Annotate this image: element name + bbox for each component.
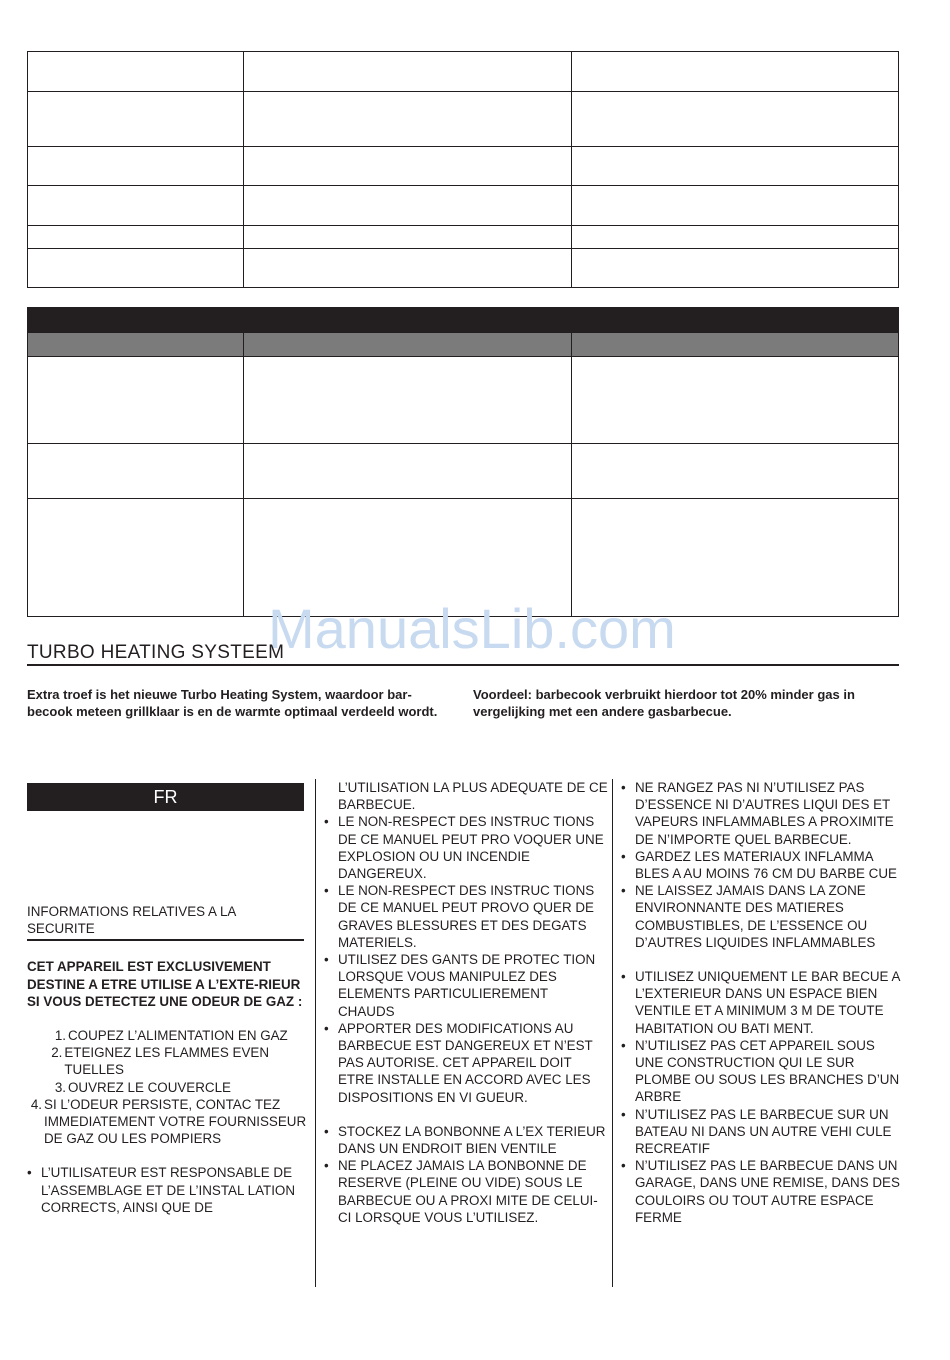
title-rule [27,664,899,666]
continuation-text: L’UTILISATION LA PLUS ADEQUATE DE CE BARBECUE. [338,780,608,813]
gas-odor-warning: SI VOUS DETECTEZ UNE ODEUR DE GAZ : [27,993,303,1009]
bullet-list [27,1164,307,1216]
column-divider [315,779,316,1287]
steps-list [27,1027,307,1147]
table-row [28,92,899,147]
language-label: FR [27,783,304,811]
exterior-warning: CET APPAREIL EST EXCLUSIVEMENT DESTINE A ETRE UTILISE A L’EXTE-RIEUR [27,959,301,992]
list-item: • L’UTILISATEUR EST RESPONSABLE DE L’ASSEMBLAGE ET DE L’INSTAL LATION CORRECTS, AINSI QUE DE [27,1165,296,1215]
table-title-bar [28,308,899,333]
list-item: 3. OUVREZ LE COUVERCLE [54,1079,231,1095]
list-item: • N’UTILISEZ PAS CET APPAREIL SOUS UNE CONSTRUCTION QUI LE SUR PLOMBE OU SOUS LES BRANCHES D’UN ARBRE [621,1037,900,1105]
list-item: • UTILISEZ DES GANTS DE PROTEC TION LORSQUE VOUS MANIPULEZ DES ELEMENTS PARTICULIEREMENT CHAUDS [324,952,596,1019]
list-item: • LE NON-RESPECT DES INSTRUC TIONS DE CE MANUEL PEUT PRO VOQUER UNE EXPLOSION OU UN INCENDIE DANGEREUX. [324,814,604,882]
list-item: 4. SI L’ODEUR PERSISTE, CONTAC TEZ IMMEDIATEMENT VOTRE FOURNISSEUR DE GAZ OU LES POMPIERS [30,1096,307,1147]
bullet-list [621,779,901,951]
watermark: ManualsLib.com [268,597,676,660]
intro-paragraph-left: Extra troef is het nieuwe Turbo Heating System, waardoor bar-becook meteen grillklaar is en de warmte optimaal verdeeld wordt. [27,687,438,719]
table-row [28,52,899,92]
table-header-row [28,333,899,357]
column-divider [612,779,613,1287]
bullet-list [621,968,901,1226]
section-title: TURBO HEATING SYSTEEM [27,642,285,663]
list-item: • NE RANGEZ PAS NI N’UTILISEZ PAS D’ESSENCE NI D’AUTRES LIQUI DES ET VAPEURS INFLAMMABLES A PROXIMITE DE N’IMPORTE QUEL BARBECUE. [621,780,894,847]
troubleshooting-table-bottom [27,307,899,617]
column-a [27,779,307,1216]
safety-heading: INFORMATIONS RELATIVES A LA SECURITE [27,903,304,941]
bullet-list [324,813,608,1105]
list-item: • APPORTER DES MODIFICATIONS AU BARBECUE EST DANGEREUX ET N’EST PAS AUTORISE. CET APPAREIL DOIT ETRE INSTALLE EN ACCORD AVEC LES DISPOSITIONS EN VI GUEUR. [324,1020,593,1105]
list-item: • N’UTILISEZ PAS LE BARBECUE SUR UN BATEAU NI DANS UN AUTRE VEHI CULE RECREATIF [621,1106,892,1157]
list-item: • N’UTILISEZ PAS LE BARBECUE DANS UN GARAGE, DANS UNE REMISE, DANS DES COULOIRS OU TOUT AUTRE ESPACE FERME [621,1158,900,1225]
intro-paragraph-right: Voordeel: barbecook verbruikt hierdoor tot 20% minder gas in vergelijking met een andere gasbarbecue. [473,687,855,719]
list-item: • STOCKEZ LA BONBONNE A L’EX TERIEUR DANS UN ENDROIT BIEN VENTILE [324,1123,606,1157]
table-row [28,226,899,249]
table-row [28,249,899,288]
list-item: • GARDEZ LES MATERIAUX INFLAMMA BLES A AU MOINS 76 CM DU BARBE CUE [621,848,897,882]
table-row [28,357,899,444]
column-b [324,779,608,1226]
table-row [28,444,899,499]
troubleshooting-table-top [27,51,899,288]
table-row [28,147,899,186]
list-item: 1. COUPEZ L’ALIMENTATION EN GAZ [54,1028,288,1044]
list-item: • UTILISEZ UNIQUEMENT LE BAR BECUE A L’EXTERIEUR DANS UN ESPACE BIEN VENTILE ET A MINIMUM 3 M DE TOUTE HABITATION OU BATI MENT. [621,969,900,1036]
table-row [28,186,899,226]
bullet-list [324,1123,608,1226]
column-c [621,779,901,1226]
list-item: • NE PLACEZ JAMAIS LA BONBONNE DE RESERVE (PLEINE OU VIDE) SOUS LE BARBECUE OU A PROXI MITE DE CELUI-CI LORSQUE VOUS L’UTILISEZ. [324,1158,598,1225]
list-item: 2. ETEIGNEZ LES FLAMMES EVEN TUELLES [51,1045,269,1078]
list-item: • LE NON-RESPECT DES INSTRUC TIONS DE CE MANUEL PEUT PROVO QUER DE GRAVES BLESSURES ET DES DEGATS MATERIELS. [324,883,595,950]
list-item: • NE LAISSEZ JAMAIS DANS LA ZONE ENVIRONNANTE DES MATIERES COMBUSTIBLES, DE L’ESSENCE OU D’AUTRES LIQUIDES INFLAMMABLES [621,883,876,950]
